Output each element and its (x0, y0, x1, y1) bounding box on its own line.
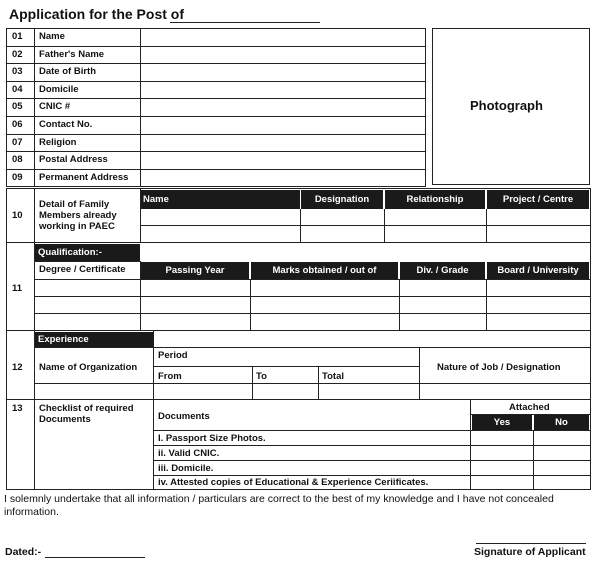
section-10-col-relationship: Relationship (385, 190, 485, 209)
field-input-05[interactable] (141, 99, 425, 115)
section-12-number: 12 (12, 362, 23, 373)
field-label-06: Contact No. (39, 119, 93, 130)
section-11-row-line (34, 313, 591, 314)
form-title (9, 6, 184, 22)
section-13-item-3: iii. Domicile. (158, 463, 214, 474)
section-11-line (34, 261, 140, 262)
section-12-from-label: From (158, 371, 182, 382)
section-13-item-2: ii. Valid CNIC. (158, 448, 220, 459)
section-10-label-1: Detail of Family (39, 199, 110, 210)
field-number-04: 04 (12, 83, 23, 95)
form-title-text: Application for the Post of (9, 6, 184, 22)
field-number-08: 08 (12, 154, 23, 166)
field-number-06: 06 (12, 119, 23, 130)
section-11-bottom (6, 330, 591, 331)
section-11-divider (486, 279, 487, 330)
section-13-yes-header: Yes (472, 415, 532, 430)
personal-row-line (6, 81, 426, 82)
section-12-total-label: Total (322, 371, 344, 382)
field-number-03: 03 (12, 66, 23, 78)
field-label-09: Permanent Address (39, 171, 129, 183)
section-11-col-marks: Marks obtained / out of (251, 262, 398, 279)
field-label-08: Postal Address (39, 154, 108, 166)
signature-line[interactable] (476, 543, 586, 544)
section-10-col-name: Name (140, 190, 300, 209)
section-11-row-line (34, 296, 591, 297)
field-input-02[interactable] (141, 47, 425, 63)
field-input-06[interactable] (141, 117, 425, 133)
personal-num-divider (34, 28, 35, 187)
section-10-col-designation: Designation (301, 190, 383, 209)
field-input-08[interactable] (141, 152, 425, 168)
signature-label: Signature of Applicant (474, 546, 586, 558)
section-10-divider (140, 188, 141, 242)
section-11-heading: Qualification:- (35, 244, 140, 261)
section-11-row-line (34, 279, 591, 280)
field-number-02: 02 (12, 48, 23, 60)
personal-row-line (6, 169, 426, 170)
section-10-row-line (140, 225, 591, 226)
section-13-attached-label: Attached (509, 402, 550, 413)
field-label-07: Religion (39, 136, 77, 148)
personal-row-line (6, 63, 426, 64)
personal-row-line (6, 134, 426, 135)
section-10-label-2: Members already (39, 210, 117, 221)
section-10-label-3: working in PAEC (39, 221, 115, 232)
section-13-line (470, 414, 591, 415)
section-12-bottom (6, 399, 591, 400)
dated-line[interactable] (45, 557, 145, 558)
personal-row-line (6, 151, 426, 152)
section-11-col-degree: Degree / Certificate (39, 264, 126, 275)
declaration-text: I solemnly undertake that all information / particulars are correct to the best of my knowledge and I have not concealed information. (4, 493, 554, 518)
section-11-col-div-grade: Div. / Grade (400, 262, 485, 279)
section-10-bottom (6, 242, 591, 243)
section-12-period-label: Period (158, 350, 188, 361)
section-13-label-2: Documents (39, 414, 91, 425)
section-11-col-board: Board / University (487, 262, 589, 279)
section-13-item-4: iv. Attested copies of Educational & Experience Ceriificates. (158, 477, 429, 488)
section-13-line (153, 460, 591, 461)
section-13-item-1: I. Passport Size Photos. (158, 433, 266, 444)
section-12-nature-label: Nature of Job / Designation (437, 362, 561, 373)
section-11-number: 11 (12, 283, 23, 294)
section-13-no-header: No (534, 415, 589, 430)
section-10-col-project: Project / Centre (487, 190, 589, 209)
section-13-line (153, 475, 591, 476)
section-12-line (34, 383, 591, 384)
field-number-07: 07 (12, 136, 23, 148)
field-label-01: Name (39, 31, 65, 42)
section-12-line (153, 347, 591, 348)
field-input-03[interactable] (141, 64, 425, 80)
section-12-org-label: Name of Organization (39, 362, 138, 373)
section-12-heading: Experience (35, 332, 153, 347)
section-11-col-passing-year: Passing Year (141, 262, 249, 279)
personal-row-line (6, 98, 426, 99)
post-name-line[interactable] (170, 22, 320, 23)
field-input-09[interactable] (141, 170, 425, 186)
field-input-04[interactable] (141, 82, 425, 98)
section-12-divider (153, 331, 154, 399)
field-label-03: Date of Birth (39, 66, 96, 78)
section-10-number: 10 (12, 210, 23, 221)
section-11-divider (250, 279, 251, 330)
section-13-number: 13 (12, 403, 23, 414)
dated-label: Dated:- (5, 546, 42, 558)
personal-row-line (6, 116, 426, 117)
section-13-line (153, 430, 591, 431)
field-label-05: CNIC # (39, 101, 71, 113)
section-12-divider (419, 347, 420, 399)
section-12-to-label: To (256, 371, 267, 382)
field-number-01: 01 (12, 31, 23, 42)
photograph-label: Photograph (470, 98, 543, 113)
section-13-label-1: Checklist of required (39, 403, 134, 414)
field-number-05: 05 (12, 101, 23, 113)
section-12-line (34, 347, 154, 348)
field-number-09: 09 (12, 171, 23, 183)
field-label-02: Father's Name (39, 48, 105, 60)
section-13-line (153, 445, 591, 446)
section-12-line (153, 366, 419, 367)
personal-row-line (6, 46, 426, 47)
field-input-07[interactable] (141, 135, 425, 151)
section-13-documents-label: Documents (158, 411, 210, 422)
field-label-04: Domicile (39, 83, 79, 95)
field-input-01[interactable] (141, 29, 425, 45)
section-11-divider (399, 279, 400, 330)
